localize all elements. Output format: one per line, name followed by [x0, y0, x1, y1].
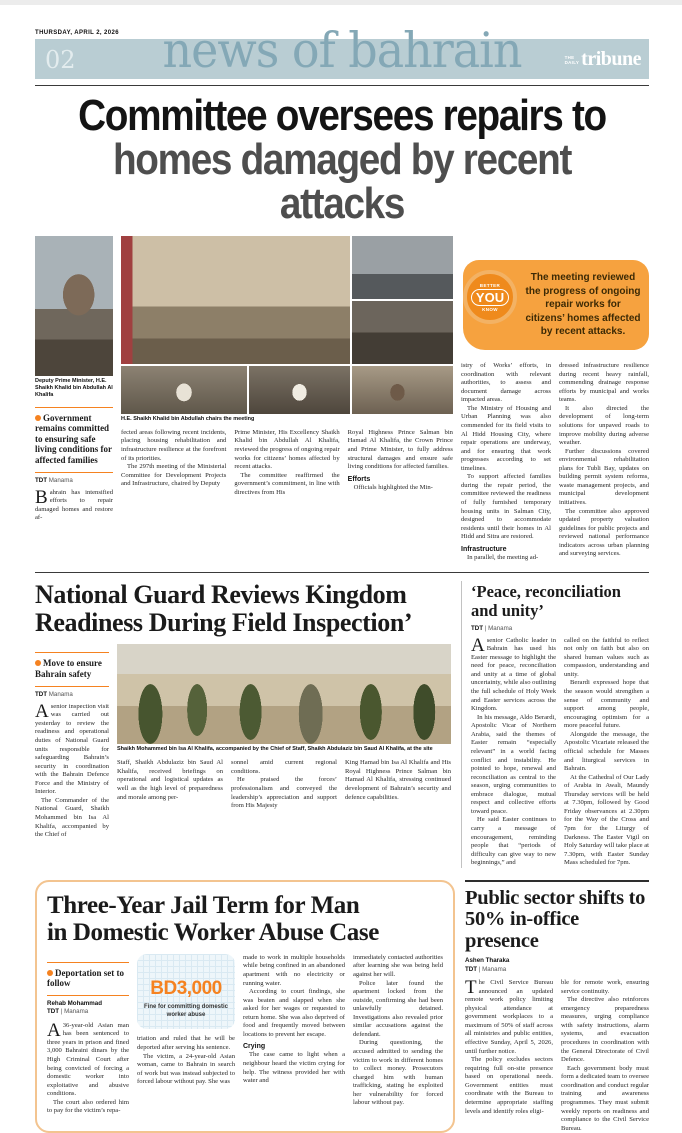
- inspection-photo-caption: Shaikh Mohammed bin Isa Al Khalifa, accompanied by the Chief of Staff, Shaikh Abdulaziz bin Saud Al Khalifa, at the site: [117, 746, 433, 753]
- bottom-row: [35, 880, 649, 1133]
- scan-edge: [0, 0, 682, 5]
- guard-sidebar: [35, 644, 109, 839]
- byline-location: | Manama: [478, 965, 507, 973]
- byline-reporter: Ashen Tharaka: [465, 957, 510, 965]
- paragraph: He said Easter continues to carry a message of encouragement, reminding people that “periods of difficulty can give way to new beginnings,” and: [471, 816, 556, 867]
- deputy-pm-photo: [35, 236, 113, 376]
- header-rule: [35, 85, 649, 86]
- paragraph: The court also ordered him to pay for the victim’s repa-: [47, 1098, 129, 1115]
- badge-you: YOU: [471, 289, 509, 306]
- paragraph: made to work in multiple households while being confined in an abandoned apartment with no electricity or running water.: [243, 953, 345, 987]
- logo-daily: DAILY: [564, 59, 580, 65]
- paragraph: triation and ruled that he will be deported after serving his sentence.: [137, 1035, 235, 1051]
- peace-col2: [564, 637, 649, 868]
- paragraph: sonnel amid current regional conditions.: [231, 759, 337, 775]
- peace-col1: [471, 634, 556, 868]
- tribune-logo: [565, 48, 641, 71]
- lead-byline: [35, 477, 113, 484]
- tribune-logo-stack: [565, 55, 580, 65]
- paragraph: The victim, a 24-year-old Asian woman, came to Bahrain in search of work but was instead subjected to forced labour without pay. She was: [137, 1052, 235, 1086]
- lead-col1-p1: Bahrain has intensified efforts to repair damaged homes and restore af-: [35, 486, 113, 522]
- middle-row: [35, 573, 649, 867]
- paragraph: King Hamad bin Isa Al Khalifa and His Royal Highness Prince Salman bin Hamad Al Khalifa, stressing continued development of Bahrain’s security and defence capabilities.: [345, 759, 451, 801]
- abuse-headline-line2: in Domestic Worker Abuse Case: [47, 918, 379, 946]
- paragraph: At the Cathedral of Our Lady of Arabia in Awali, Maundy Thursday services will be held at 7.30pm, followed by Good Friday observances at 2.30pm for the Way of the Cross and 7pm for the Liturgy of Darkness. The Easter Vigil on Holy Saturday will take place at 7.30pm, with Easter Sunday Mass scheduled for 7pm.: [564, 773, 649, 867]
- paragraph: During questioning, the accused admitted to sending the victim to work in different homes to collect money. Prosecutors charged him with human trafficking, stating he exploited her vulnerability for forced labour without pay.: [353, 1039, 443, 1107]
- peace-body-columns: [471, 634, 649, 868]
- meeting-photo-participant-tile: [249, 366, 350, 414]
- paragraph: Staff, Shaikh Abdulaziz bin Saud Al Khalifa, received briefings on operational and logistical updates as well as the high level of preparedness and morale among per-: [117, 759, 223, 801]
- know-box-text: The meeting reviewed the progress of ongoing repair works for citizens’ homes affected by recent attacks.: [525, 272, 641, 338]
- peace-article: [461, 581, 649, 867]
- abuse-note: [47, 962, 129, 996]
- paragraph: Asenior inspection visit was carried out yesterday to review the readiness and operational duties of National Guard units responsible for safeguarding Bahrain’s security in coordination with the Bahrain Defence Force and the Ministry of Interior.: [35, 700, 109, 796]
- paragraph: The Ministry of Housing and Urban Planning was also commended for its field visits to Al Hidd Housing City, where repair operations are underway, and for ensuring that work progresses according to set timelines.: [461, 404, 551, 472]
- paragraph: In his message, Aldo Berardi, Apostolic Vicar of Northern Arabia, said the themes of Easter remain “especially relevant” in a world facing conflict and instability. He pointed to hope, renewal and reconciliation as central to the season, urging communities to embrace dialogue, mutual respect and collective efforts toward peace.: [471, 713, 556, 815]
- byline-agency: TDT: [47, 1008, 60, 1016]
- peace-headline: ‘Peace, reconciliation and unity’: [471, 582, 621, 620]
- lead-note-text: Government remains committed to ensuring safe living conditions for affected families: [35, 412, 112, 466]
- guard-headline-line2: Readiness During Field Inspection’: [35, 607, 413, 637]
- lead-body-columns: [121, 429, 453, 498]
- byline-agency: TDT: [35, 690, 48, 698]
- lead-col4: [348, 429, 453, 498]
- paragraph: Further discussions covered environmental rehabilitation plans for Tubli Bay, updates on building permit system reforms, waste management projects, and municipal development initiatives.: [559, 447, 649, 506]
- lead-col6: [559, 362, 649, 562]
- peace-byline: [471, 625, 649, 632]
- logo-the: THE: [564, 54, 575, 60]
- meeting-photo-tile: [352, 301, 453, 364]
- byline-location: | Manama: [484, 624, 513, 632]
- guard-col3: [231, 759, 337, 810]
- lead-note: [35, 407, 113, 473]
- lead-article: [35, 236, 649, 562]
- paragraph: He praised the forces’ professionalism and conveyed the leadership’s appreciation and support from His Majesty: [231, 776, 337, 810]
- byline-location: | Manama: [60, 1008, 89, 1016]
- better-you-know-box: [463, 260, 649, 350]
- page-number: 02: [45, 46, 76, 74]
- abuse-headline-line1: Three-Year Jail Term for Man: [47, 891, 360, 919]
- public-sector-col1: [465, 979, 553, 1133]
- deputy-pm-photo-caption: Deputy Prime Minister, H.E. Shaikh Khalid bin Abdullah Al Khalifa: [35, 378, 113, 398]
- guard-note-text: Move to ensure Bahrain safety: [35, 658, 102, 680]
- paragraph: Alongside the message, the Apostolic Vicariate released the official schedule for Masses and liturgical services in Bahrain.: [564, 730, 649, 773]
- byline-agency: TDT: [35, 476, 48, 484]
- abuse-col4: [353, 954, 443, 1116]
- paragraph: It also directed the development of long-term solutions for unpaved roads to improve mobility during adverse weather.: [559, 404, 649, 447]
- public-sector-byline: [465, 957, 649, 974]
- abuse-body-columns: [47, 954, 443, 1116]
- public-sector-headline-line2: 50% in-office presence: [465, 908, 579, 952]
- public-sector-headline-line1: Public sector shifts to: [465, 886, 646, 909]
- byline-agency: TDT: [471, 624, 484, 632]
- public-sector-article: [465, 880, 649, 1133]
- fine-amount: BD3,000: [150, 977, 222, 999]
- byline-location: Manama: [48, 690, 73, 698]
- abuse-sidebar: [47, 954, 129, 1116]
- bullet-icon: [35, 660, 41, 666]
- paragraph: The policy excludes sectors requiring full on-site presence based on operational needs. Government entities must coordinate with the Bureau to determine appropriate staffing levels and identify roles eligi-: [465, 1056, 553, 1115]
- public-sector-body-columns: [465, 979, 649, 1133]
- paragraph: The directive also reinforces emergency preparedness measures, urging compliance with safety instructions, alarm systems, and evacuation procedures in coordination with the General Directorate of Civil Defence.: [561, 996, 649, 1064]
- badge-know: KNOW: [482, 306, 498, 312]
- paragraph: Asenior Catholic leader in Bahrain has used his Easter message to highlight the need for peace, reconciliation and unity at a time of global uncertainty, while also outlining the full schedule of Holy Week and Easter services across the Kingdom.: [471, 634, 556, 713]
- paragraph: Berardi expressed hope that the season would strengthen a sense of community and support among people, encouraging optimism for a more peaceful future.: [564, 679, 649, 730]
- bullet-icon: [47, 970, 53, 976]
- abuse-note-text: Deportation set to follow: [47, 967, 124, 989]
- guard-main: [117, 644, 451, 839]
- guard-headline-line1: National Guard Reviews Kingdom: [35, 580, 407, 610]
- paragraph: The Civil Service Bureau announced an updated remote work policy limiting physical attendance at government workplaces to a maximum of 50% of staff across all ministries and public entities, effective Sunday, April 5, 2026, until further notice.: [465, 977, 553, 1055]
- paragraph: The Commander of the National Guard, Shaikh Mohammed bin Isa Al Khalifa, accompanied by the Chief of: [35, 796, 109, 839]
- paragraph: To support affected families during the repair period, the committee reviewed the readiness of fully furnished temporary housing units in Salman City, designed to accommodate residents until their homes in Al Hidd and Sitra are restored.: [461, 473, 551, 541]
- meeting-photo-participant-tile: [352, 366, 453, 414]
- paragraph: Police later found the apartment locked from the outside, confirming she had been unlawfully detained. Investigations also revealed prior similar accusations against the defendant.: [353, 979, 443, 1038]
- subhead-crying: Crying: [243, 1043, 266, 1051]
- lead-right-body-columns: [461, 362, 649, 562]
- byline-agency: TDT: [465, 965, 478, 973]
- better-you-know-badge-icon: [463, 270, 517, 324]
- paragraph: Prime Minister, His Excellency Shaikh Khalid bin Abdullah Al Khalifa, reviewed the progress of ongoing repair works for citizens’ homes affected by recent attacks.: [234, 428, 340, 471]
- public-sector-headline: [465, 888, 649, 953]
- logo-name: tribune: [581, 48, 641, 70]
- paragraph: According to court findings, she was beaten and slapped when she asked for her wages or requested to return home. She was also deprived of food and frequently moved between locations to prevent her escape.: [243, 988, 345, 1038]
- national-guard-article: [35, 581, 451, 867]
- guard-note: [35, 652, 109, 686]
- guard-col2: [117, 759, 223, 810]
- meeting-photo-caption: H.E. Shaikh Khalid bin Abdullah chairs the meeting: [121, 416, 255, 422]
- badge-better: BETTER: [479, 282, 501, 288]
- inspection-photo: [117, 644, 451, 744]
- lead-headline-line1: Committee oversees repairs to: [78, 91, 606, 140]
- byline-location: Manama: [48, 476, 73, 484]
- lead-col3: [234, 429, 339, 498]
- guard-byline: [35, 691, 109, 698]
- date-line: THURSDAY, APRIL 2, 2026: [35, 30, 120, 36]
- subhead-efforts: Efforts: [347, 475, 371, 483]
- lead-headline: [35, 91, 649, 228]
- paragraph: The committee reaffirmed the government’s commitment, in line with directives from His: [234, 471, 340, 496]
- masthead-title: news of bahrain: [162, 21, 522, 79]
- lead-left-column: [35, 236, 113, 562]
- fine-infographic: [137, 954, 235, 1030]
- paragraph: Officials highlighted the Min-: [353, 483, 433, 491]
- byline-reporter: Rehab Mohammad: [47, 1000, 103, 1008]
- lead-col5: [461, 362, 551, 562]
- guard-body-columns: [117, 759, 451, 810]
- public-sector-col2: [561, 979, 649, 1133]
- meeting-photo-tile: [352, 236, 453, 299]
- paragraph: fected areas following recent incidents, placing housing rehabilitation and infrastructure resilience at the forefront of its priorities.: [121, 428, 227, 462]
- abuse-col2: [137, 954, 235, 1116]
- guard-body: [35, 644, 451, 839]
- paragraph: The case came to light when a neighbour heard the victim crying for help. The witness provided her with water and: [243, 1051, 345, 1085]
- subhead-infrastructure: Infrastructure: [461, 545, 507, 553]
- paragraph: Each government body must form a dedicated team to oversee coordination and conduct regular training and awareness programmes. They must submit weekly reports on readiness and compliance to the Civil Service Bureau.: [561, 1064, 649, 1132]
- paragraph: A36-year-old Asian man has been sentenced to three years in prison and fined 3,000 Bahraini dinars by the High Criminal Court after being convicted of forcing a domestic worker into exploitative and abusive conditions.: [47, 1019, 129, 1098]
- paragraph: The committee also approved updated property valuation guidelines for public projects and reviewed national performance indicators across urban planning and surveying services.: [559, 507, 649, 558]
- paragraph: called on the faithful to reflect not only on faith but also on shared human values such as compassion, understanding and unity.: [564, 636, 649, 678]
- abuse-byline: [47, 1000, 129, 1017]
- paragraph: In parallel, the meeting ad-: [467, 553, 539, 561]
- lead-headline-line2: homes damaged by recent attacks: [112, 135, 572, 228]
- paragraph: ble for remote work, ensuring service continuity.: [561, 979, 649, 995]
- meeting-photo: [121, 236, 453, 414]
- meeting-photo-room-tile: [121, 236, 350, 364]
- fine-caption: Fine for committing domestic worker abuse: [143, 1003, 228, 1018]
- lead-col2: [121, 429, 226, 498]
- lead-right-column: [461, 236, 649, 562]
- abuse-col3: [243, 954, 345, 1116]
- lead-center-column: [121, 236, 453, 562]
- paragraph: istry of Works’ efforts, in coordination with relevant authorities, to assess and document damage across impacted areas.: [461, 362, 551, 404]
- paragraph: Royal Highness Prince Salman bin Hamad Al Khalifa, the Crown Prince and Prime Minister, to fully address structural damages and ensure safe living conditions for affected families.: [347, 428, 453, 471]
- paragraph: immediately contacted authorities after learning she was being held against her will.: [353, 953, 443, 978]
- guard-col4: [345, 759, 451, 810]
- abuse-case-article-box: [35, 880, 455, 1133]
- bullet-icon: [35, 415, 41, 421]
- paragraph: The 297th meeting of the Ministerial Committee for Development Projects and Infrastructure, chaired by Deputy: [121, 463, 227, 488]
- page-header: [35, 21, 649, 86]
- paragraph: dressed infrastructure resilience during recent heavy rainfall, commending drainage response efforts by municipal and works teams.: [559, 362, 649, 404]
- meeting-photo-participant-tile: [121, 366, 247, 414]
- abuse-headline: [47, 892, 443, 946]
- guard-headline: [35, 581, 451, 636]
